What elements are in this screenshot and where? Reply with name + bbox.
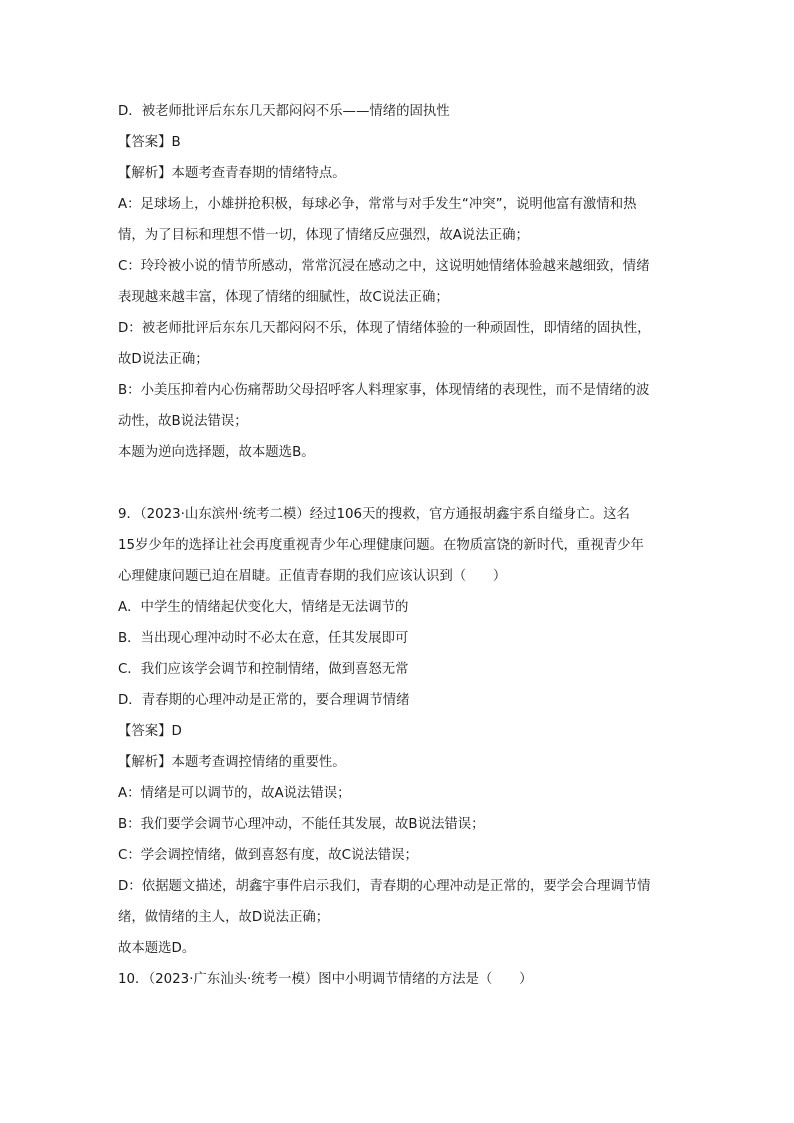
analysis-c-line-1: C：玲玲被小说的情节所感动，常常沉浸在感动之中，这说明她情绪体验越来越细致，情绪 <box>118 259 650 274</box>
option-d-line: D．被老师批评后东东几天都闷闷不乐——情绪的固执性 <box>118 104 450 119</box>
analysis-a-line-2: 情，为了目标和理想不惜一切，体现了情绪反应强烈，故A说法正确； <box>118 228 529 243</box>
option-d-line-2: D．青春期的心理冲动是正常的，要合理调节情绪 <box>118 693 410 708</box>
option-a-line: A．中学生的情绪起伏变化大，情绪是无法调节的 <box>118 600 409 615</box>
question-9-line-3: 心理健康问题已迫在眉睫。正值青春期的我们应该认识到（ ） <box>118 569 507 584</box>
analysis-c-line-2: 表现越来越丰富，体现了情绪的细腻性，故C说法正确； <box>118 290 449 305</box>
conclusion-line: 本题为逆向选择题，故本题选B。 <box>118 445 315 460</box>
conclusion-line-2: 故本题选D。 <box>118 941 196 956</box>
analysis-d-line-2: 故D说法正确； <box>118 352 209 367</box>
analysis-a-line-1: A：足球场上，小雄拼抢积极，每球必争，常常与对手发生“冲突”，说明他富有激情和热 <box>118 197 637 212</box>
question-9-line-2: 15岁少年的选择让社会再度重视青少年心理健康问题。在物质富饶的新时代，重视青少年 <box>118 538 644 553</box>
option-b-line: B．当出现心理冲动时不必太在意，任其发展即可 <box>118 631 409 646</box>
answer-line-2: 【答案】D <box>118 724 182 739</box>
answer-line: 【答案】B <box>118 135 181 150</box>
analysis-c-line-q9: C：学会调控情绪，做到喜怒有度，故C说法错误； <box>118 848 418 863</box>
analysis-b-line-1: B：小美压抑着内心伤痛帮助父母招呼客人料理家事，体现情绪的表现性，而不是情绪的波 <box>118 383 650 398</box>
analysis-line-2: 【解析】本题考查调控情绪的重要性。 <box>118 755 346 770</box>
analysis-line: 【解析】本题考查青春期的情绪特点。 <box>118 166 346 181</box>
question-10-line: 10．（2023·广东汕头·统考一模）图中小明调节情绪的方法是（ ） <box>118 972 533 987</box>
analysis-d-line-q9-1: D：依据题文描述，胡鑫宇事件启示我们，青春期的心理冲动是正常的，要学会合理调节情 <box>118 879 651 894</box>
option-c-line: C．我们应该学会调节和控制情绪，做到喜怒无常 <box>118 662 409 677</box>
analysis-b-line-q9: B：我们要学会调节心理冲动，不能任其发展，故B说法错误； <box>118 817 485 832</box>
analysis-d-line-q9-2: 绪，做情绪的主人，故D说法正确； <box>118 910 330 925</box>
analysis-d-line-1: D：被老师批评后东东几天都闷闷不乐，体现了情绪体验的一种顽固性，即情绪的固执性， <box>118 321 651 336</box>
question-9-line-1: 9．（2023·山东滨州·统考二模）经过106天的搜救，官方通报胡鑫宇系自缢身亡。这名 <box>118 507 630 522</box>
analysis-a-line-q9: A：情绪是可以调节的，故A说法错误； <box>118 786 351 801</box>
analysis-b-line-2: 动性，故B说法错误； <box>118 414 248 429</box>
